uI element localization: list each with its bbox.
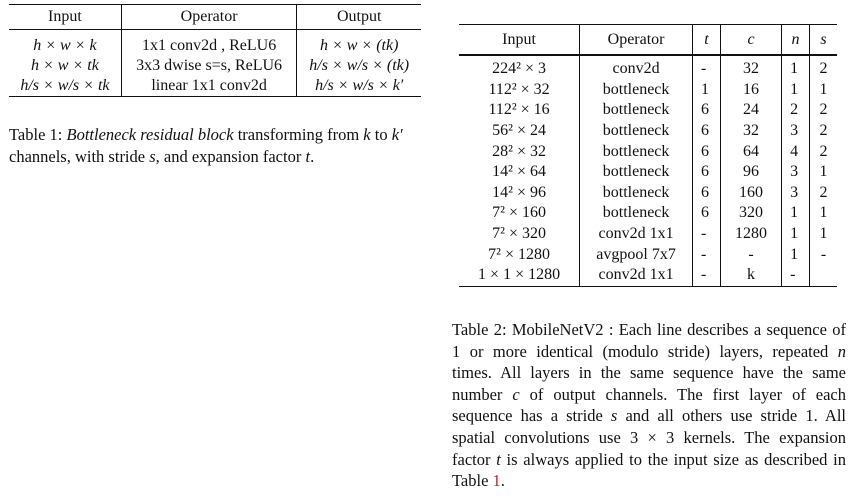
table2-row [459, 265, 837, 286]
table2-cell-t: 6 [693, 100, 721, 121]
table2-cell-c: 64 [720, 141, 781, 162]
table2-cell-input: 7² × 160 [492, 204, 546, 222]
table2-cell-operator: bottleneck [580, 80, 693, 101]
table2-cell-s: 2 [810, 100, 837, 121]
table2-cell-operator: bottleneck [580, 121, 693, 142]
table1-cell-output: h/s × w/s × (tk) [297, 56, 421, 76]
table2-cell-n: 1 [782, 55, 810, 80]
table2-caption-symbol: c [512, 384, 520, 404]
table1-cell-output: h × w × (tk) [297, 30, 421, 57]
table1-caption-symbol: k [363, 125, 371, 144]
table1-caption-label: Table 1: [9, 125, 67, 144]
table2-row [459, 80, 837, 101]
table2-row [459, 203, 837, 224]
table2-cell-t: 6 [693, 203, 721, 224]
table1-caption-emphasis: Bottleneck residual block [66, 125, 234, 144]
table2-cell-t: - [693, 265, 721, 286]
table2-caption-text: times. All layers in the same sequence have the same number [452, 363, 846, 404]
table1-caption-text: transforming from [233, 125, 364, 144]
table1-caption-symbol: k′ [391, 125, 403, 144]
table2-row [459, 183, 837, 204]
table2-cell-s [810, 265, 837, 286]
table2-cell-t: - [693, 224, 721, 245]
table2-cell-s: 2 [810, 121, 837, 142]
table2-cell-c: 24 [720, 100, 781, 121]
table1-header-row [9, 5, 421, 30]
table2-cell-operator: bottleneck [580, 203, 693, 224]
table1-cell-input: h/s × w/s × tk [9, 76, 121, 97]
table2-row [459, 121, 837, 142]
table2-cell-n: 3 [782, 162, 810, 183]
table2-header-c: c [720, 25, 781, 56]
table2-row [459, 141, 837, 162]
table1-caption-text: , and expansion factor [155, 147, 306, 166]
table1-header-input: Input [9, 5, 121, 30]
table2-caption-text: is always applied to the input size as described in Table [452, 449, 846, 491]
table2-row [459, 100, 837, 121]
table2-caption-text: and all others use stride 1. All spatial convolutions use 3 × 3 kernels. The expansion factor [452, 406, 846, 469]
table1-cell-operator: 3x3 dwise s=s, ReLU6 [121, 56, 297, 76]
table2-cell-n: - [782, 265, 810, 286]
table2-header-input: Input [502, 30, 536, 48]
table2-header-row [459, 25, 837, 56]
table2-caption-text: . [500, 471, 505, 491]
table2-cell-c: 96 [720, 162, 781, 183]
table2-cell-c: 1280 [720, 224, 781, 245]
table2-cell-operator: conv2d 1x1 [580, 265, 693, 286]
table2-caption-text: of output channels. The first layer of each sequence has a stride [452, 384, 847, 426]
table2-cell-operator: conv2d [580, 55, 693, 80]
table2-cell-t: 6 [693, 183, 721, 204]
table2-caption-text: Table 2: MobileNetV2 : Each line describes a sequence of 1 or more identical (modulo stride) layers, repeated [452, 320, 846, 361]
table1-cell-input-text: h × w × k [33, 37, 97, 54]
table1-row [9, 56, 421, 76]
table1-row [9, 76, 421, 97]
table2-cell-n: 3 [782, 183, 810, 204]
bottleneck-block-table [9, 4, 421, 97]
table1-caption-text: . [310, 147, 315, 166]
table2-cell-input: 112² × 16 [488, 101, 550, 119]
table2-cell-t: - [693, 55, 721, 80]
table2-cell-s: - [810, 244, 837, 265]
table2-cell-operator: bottleneck [580, 100, 693, 121]
table1-caption-symbol: t [305, 147, 311, 166]
table2-cell-s: 1 [810, 80, 837, 101]
table2-row [459, 55, 837, 80]
table2-caption-symbol: n [837, 341, 846, 361]
table2-cell-operator: conv2d 1x1 [580, 224, 693, 245]
table1-caption-symbol: s [149, 147, 156, 166]
table2-header-t: t [693, 25, 721, 56]
table2-cell-c: 160 [720, 183, 781, 204]
table2-cell-n: 4 [782, 141, 810, 162]
table2-cell-s: 2 [810, 183, 837, 204]
table2-cell-n: 1 [782, 203, 810, 224]
table1-header-output: Output [297, 5, 421, 30]
table1-caption-text: to [370, 125, 392, 144]
table2-cell-input: 56² × 24 [492, 122, 546, 140]
table2-cell-input: 14² × 64 [492, 163, 546, 181]
table2-row [459, 244, 837, 265]
table2-caption-symbol: s [610, 406, 618, 426]
table2-cell-input: 224² × 3 [492, 60, 546, 78]
table2-cell-c: k [720, 265, 781, 286]
table2-cell-c: 16 [720, 80, 781, 101]
table2-cell-c: - [720, 244, 781, 265]
table1-header-operator: Operator [121, 5, 297, 30]
table2-row [459, 162, 837, 183]
table2-cell-t: 6 [693, 141, 721, 162]
table1-cell-operator: linear 1x1 conv2d [121, 76, 297, 97]
table2-cell-s: 1 [810, 224, 837, 245]
table2-cell-c: 32 [720, 55, 781, 80]
table2-caption [452, 319, 846, 492]
table2-caption-symbol: t [496, 449, 501, 469]
table2-cell-input: 1 × 1 × 1280 [459, 265, 580, 286]
table2-cell-n: 2 [782, 100, 810, 121]
table2-cell-t: - [693, 244, 721, 265]
table2-cell-t: 6 [693, 162, 721, 183]
table2-cell-input: 7² × 1280 [488, 245, 550, 263]
table2-row [459, 224, 837, 245]
table2-header-n: n [782, 25, 810, 56]
table1-cell-operator: 1x1 conv2d , ReLU6 [121, 30, 297, 57]
table1-cell-input: h × w × tk [31, 57, 99, 74]
table2-body [459, 55, 837, 286]
table2-cell-input: 7² × 320 [492, 225, 546, 243]
table2-cell-n: 1 [782, 224, 810, 245]
table2-cell-s: 2 [810, 141, 837, 162]
table2-cell-n: 1 [782, 80, 810, 101]
table2-header-s: s [810, 25, 837, 56]
table1-cell-input [9, 30, 121, 57]
table2-cell-operator: avgpool 7x7 [580, 244, 693, 265]
table2-cell-operator: bottleneck [580, 183, 693, 204]
table1-row [9, 30, 421, 57]
table2-cell-s: 1 [810, 203, 837, 224]
table2-header-operator: Operator [580, 25, 693, 56]
table1-caption [9, 124, 424, 168]
table1-caption-text: channels, with stride [9, 147, 150, 166]
table-reference-link[interactable]: 1 [492, 471, 501, 491]
table2-cell-c: 32 [720, 121, 781, 142]
mobilenetv2-architecture-table [459, 24, 837, 287]
table2-cell-s: 2 [810, 55, 837, 80]
table1-cell-output: h/s × w/s × k′ [297, 76, 421, 97]
table2-cell-t: 6 [693, 121, 721, 142]
table2-cell-t: 1 [693, 80, 721, 101]
table2-cell-operator: bottleneck [580, 162, 693, 183]
table2-cell-n: 1 [782, 244, 810, 265]
table2-cell-input: 14² × 96 [492, 183, 546, 201]
table2-cell-s: 1 [810, 162, 837, 183]
table2-cell-input: 28² × 32 [492, 142, 546, 160]
table2-cell-input: 112² × 32 [488, 80, 550, 98]
table2-cell-c: 320 [720, 203, 781, 224]
table2-cell-n: 3 [782, 121, 810, 142]
table2-cell-operator: bottleneck [580, 141, 693, 162]
